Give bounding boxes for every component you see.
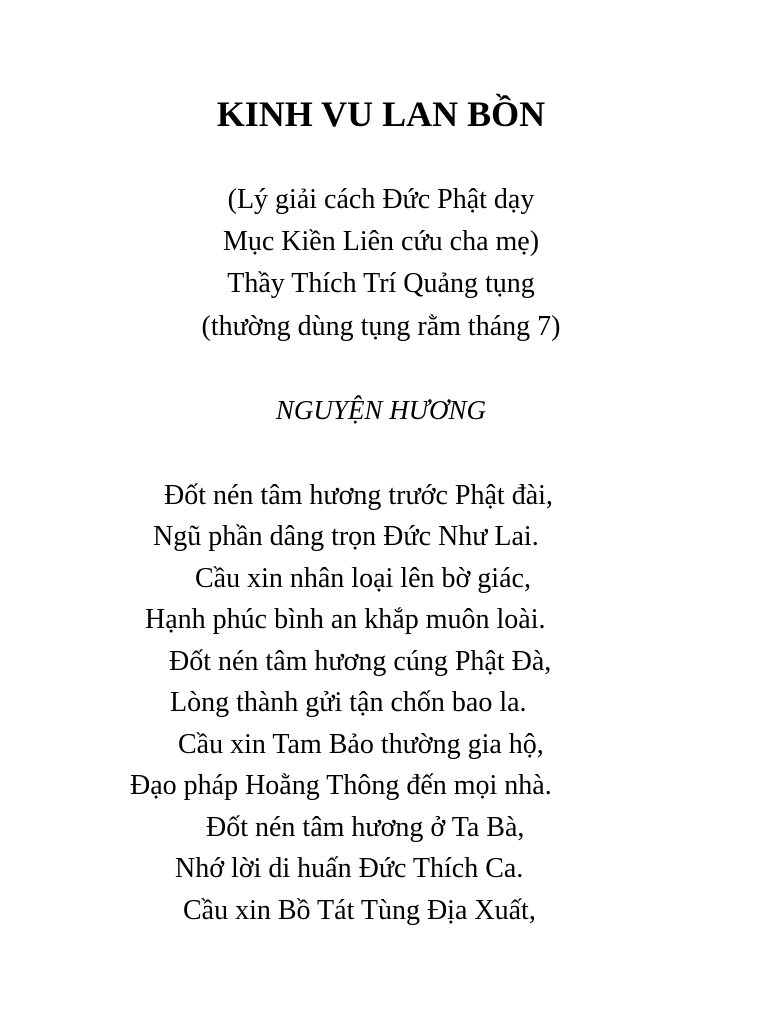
verse-line: Đốt nén tâm hương trước Phật đài, [164, 480, 553, 511]
verse-line: Lòng thành gửi tận chốn bao la. [170, 687, 527, 718]
subtitle-line: (thường dùng tụng rằm tháng 7) [201, 311, 561, 342]
verse-line: Cầu xin Bồ Tát Tùng Địa Xuất, [183, 895, 536, 926]
subtitle-line: Mục Kiền Liên cứu cha mẹ) [222, 226, 540, 257]
verse-line: Cầu xin nhân loại lên bờ giác, [195, 563, 531, 594]
verse-line: Đốt nén tâm hương cúng Phật Đà, [169, 646, 552, 677]
verse-line: Nhớ lời di huấn Đức Thích Ca. [175, 853, 524, 884]
subtitle-line: Thầy Thích Trí Quảng tụng [227, 268, 535, 299]
verse-line: Cầu xin Tam Bảo thường gia hộ, [178, 729, 544, 760]
verse-line: Đạo pháp Hoằng Thông đến mọi nhà. [130, 770, 552, 801]
verse-line: Hạnh phúc bình an khắp muôn loài. [145, 604, 546, 635]
verse-line: Ngũ phần dâng trọn Đức Như Lai. [153, 521, 539, 552]
verse-line: Đốt nén tâm hương ở Ta Bà, [206, 812, 525, 843]
document-title: KINH VU LAN BỒN [216, 94, 546, 134]
subtitle-line: (Lý giải cách Đức Phật dạy [227, 184, 535, 215]
section-heading: NGUYỆN HƯƠNG [275, 395, 487, 425]
